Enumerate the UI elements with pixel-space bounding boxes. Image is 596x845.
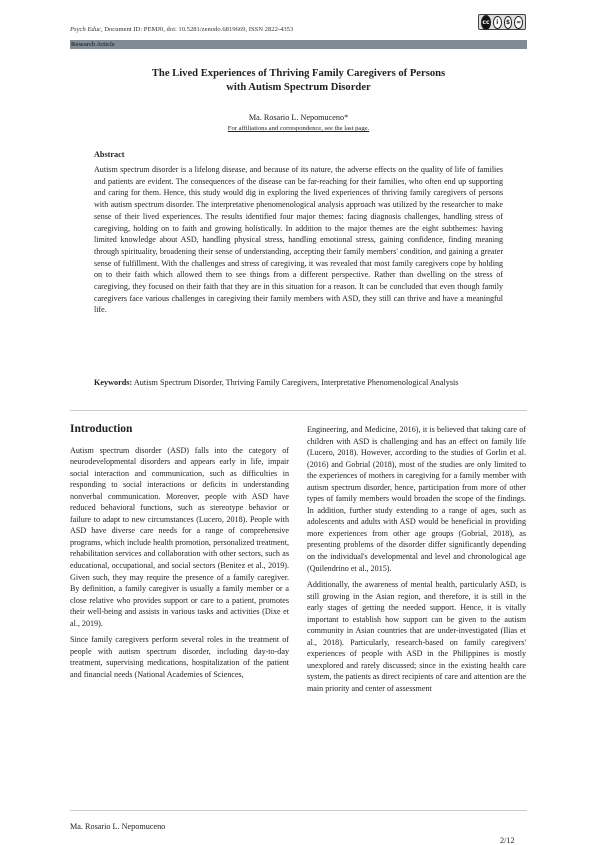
abstract-heading: Abstract <box>94 150 125 159</box>
section-bar <box>70 40 527 49</box>
keywords-label: Keywords: <box>94 378 133 387</box>
article-title <box>70 67 527 95</box>
journal-name: Psych Educ, <box>70 26 103 33</box>
section-label: Research Article <box>71 41 115 48</box>
right-column <box>307 424 526 700</box>
divider <box>70 410 527 411</box>
paragraph: Additionally, the awareness of mental health, particularly ASD, is still growing in the Asian region, and therefore, it is still in the early stages of getting the needed support. Hence, it is vitally important to establish how support can be given to the autism community in Asian countries that are under-investigated (Ilias et al., 2018). Particularly, research-based on family caregivers' experiences of people with ASD in the Philippines is mostly unexplored and rarely discussed; since in the existing health care system, the patients as direct recipients of care and attention are the main priority and center of assessment <box>307 580 526 694</box>
keywords <box>94 377 503 389</box>
section-heading: Introduction <box>70 423 133 435</box>
document-ids: Document ID: PEMJ0, doi: 10.5281/zenodo.6819669, ISSN 2822-4353 <box>102 26 294 33</box>
by-icon: i <box>493 16 502 29</box>
footer-author: Ma. Rosario L. Nepomuceno <box>70 822 166 831</box>
keywords-text: Autism Spectrum Disorder, Thriving Family Caregivers, Interpretative Phenomenological Analysis <box>133 378 459 387</box>
nd-icon: = <box>514 16 523 29</box>
title-line-1: The Lived Experiences of Thriving Family Caregivers of Persons <box>151 68 446 79</box>
author-name: Ma. Rosario L. Nepomuceno* <box>248 113 349 122</box>
abstract-text: Autism spectrum disorder is a lifelong disease, and because of its nature, the adverse effects on the quality of life of families and patients are evident. The consequences of the disease can be far-reaching for their families, who often end up supporting and caring for them. Hence, this study would dig in exploring the lived experiences of thriving family caregivers of persons with autism spectrum disorder. The interpretative phenomenological analysis approach was utilized by the researcher to make sense of their lived experiences. The results identified four major themes: facing diagnosis challenges, handling stress of caregiving, holding on to faith and growing holistically. In addition to the major themes are the eight subthemes: having limited knowledge about ASD, handling physical stress, handling emotional stress, gaining confidence, finding meaning through spirituality, broadening their sense of understanding, accepting their family members' condition, and gaining a greater sense of fulfillment. With the challenges and stress of caregiving, it was revealed that most family caregivers cope by holding on to their faith which allowed them to see things from a different perspective. Rather than dwelling on the stress of caregiving, they focused on their faith that they are in this situation for a reason. It can be concluded that even though family caregivers face various challenges in caregiving their family members with ASD, they still can thrive and have a meaningful life. <box>94 165 503 315</box>
cc-icon: cc <box>481 15 491 30</box>
left-column <box>70 424 289 685</box>
title-line-2: with Autism Spectrum Disorder <box>226 82 371 93</box>
paragraph: Engineering, and Medicine, 2016), it is believed that taking care of children with ASD is challenging and has an effect on family life (Lucero, 2018). However, according to the studies of Gorlin et al. (2016) and Gobrial (2018), most of the studies are only limited to the experiences of mothers in caregiving for a family member with autism spectrum disorder, hence, participation from more of other types of family members would broaden the scope of the findings. In addition, further study extending to a range of ages, such as adolescents and adults with ASD would be beneficial in providing more experiences from other age groups (Gobrial, 2018), as presenting problems of the disorder differ significantly depending on the individual's developmental and level and chronological age (Quilendrino et al., 2015). <box>307 425 526 573</box>
affiliation-link[interactable]: For affiliations and correspondence, see the last page. <box>227 125 370 132</box>
running-header <box>70 26 293 33</box>
paragraph: Autism spectrum disorder (ASD) falls into the category of neurodevelopmental disorders and appears early in life, impair social interaction and communication, such as difficulties in responding to social interactions or deficits in understanding nonverbal communication. Moreover, people with ASD have reduced behavioral functions, such as stereotype behavior or failure to adapt to new circumstances (Lucero, 2018). People with ASD have diverse care needs for a range of comprehensive programs, which include health promotion, personalized treatment, rehabilitation services and collaboration with other sectors, such as educational, occupational, and social sectors (Benitez et al., 2019). Given such, they may require the presence of a family caregiver. By definition, a family caregiver is usually a family member or a close relative who provides support or care to a patient, promotes their well-being and assists in various tasks and activities (Dixe et al., 2019). <box>70 445 289 628</box>
footer-divider <box>70 810 527 811</box>
nc-icon: $ <box>504 16 513 29</box>
page-number: 2/12 <box>500 836 515 845</box>
cc-license-badge[interactable] <box>478 14 526 30</box>
paragraph: Since family caregivers perform several roles in the treatment of people with autism spectrum disorder, including day-to-day treatment, supervising medications, hospitalization of the patient and financial needs (National Academies of Sciences, <box>70 635 289 679</box>
